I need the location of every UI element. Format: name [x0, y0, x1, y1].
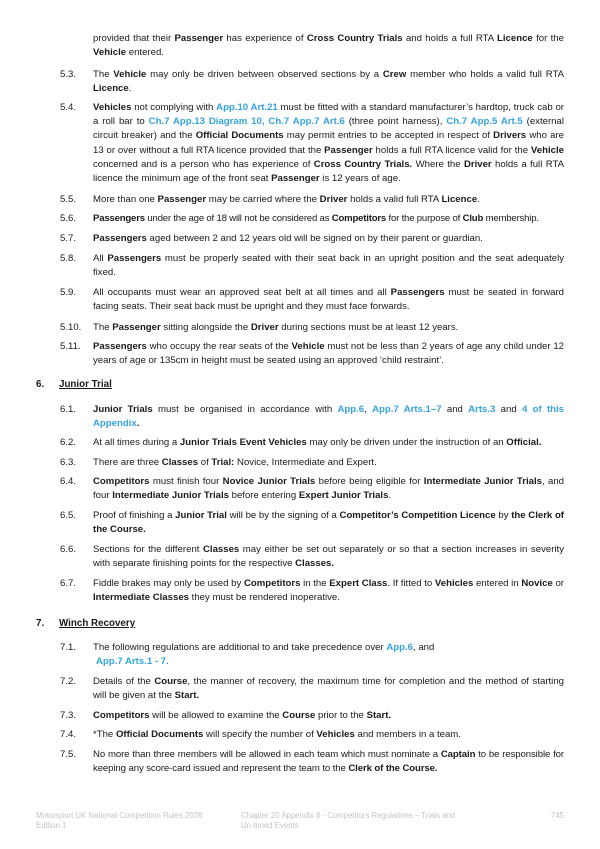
paragraph-5-10: The Passenger sitting alongside the Driver during sections must be at least 12 years. — [93, 322, 459, 333]
paragraph-7-5: No more than three members will be allowed in each team which must nominate a Captain to be responsible for keeping any score-card issued and represent the team to the Clerk of the Course. — [93, 749, 564, 775]
cross-reference-link[interactable]: Ch.7 App.5 Art.5 — [446, 116, 523, 128]
footer-edition: Edition 1 — [36, 821, 67, 830]
clause-number: 6.2. — [60, 437, 77, 448]
clause-number: 5.6. — [60, 213, 77, 224]
footer-chapter — [241, 811, 491, 831]
paragraph-7-4: *The Official Documents will specify the number of Vehicles and members in a team. — [93, 729, 461, 740]
clause-number: 6.6. — [60, 544, 77, 555]
paragraph-6-1: Junior Trials must be organised in accordance with App.6, App.7 Arts.1–7 and Arts.3 and 4 of this Appendix. — [93, 404, 565, 430]
clause-number: 7.1. — [60, 642, 77, 653]
cross-reference-link[interactable]: Arts.3 — [468, 404, 496, 415]
paragraph-7-1: The following regulations are additional to and take precedence over App.6, and App.7 Arts.1 - 7. — [93, 642, 435, 668]
paragraph-6-4: Competitors must finish four Novice Junior Trials before being eligible for Intermediate Junior Trials, and four Intermediate Junior Trials before entering Expert Junior Trials. — [93, 476, 564, 502]
clause-number: 5.7. — [60, 233, 77, 244]
paragraph-6-7: Fiddle brakes may only be used by Competitors in the Expert Class. If fitted to Vehicles entered in Novice or Intermediate Classes they must be rendered inoperative. — [93, 578, 564, 604]
paragraph-5-2-continuation: provided that their Passenger has experience of Cross Country Trials and holds a full RTA Licence for the Vehicle entered. — [93, 33, 564, 59]
clause-number: 5.4. — [60, 102, 77, 113]
paragraph-6-2: At all times during a Junior Trials Event Vehicles may only be driven under the instruction of an Official. — [93, 437, 542, 448]
paragraph-5-7: Passengers aged between 2 and 12 years old will be signed on by their parent or guardian. — [93, 233, 483, 244]
section-title-winch-recovery: Winch Recovery — [59, 618, 136, 629]
cross-reference-link[interactable]: 4 of this Appendix — [93, 404, 565, 430]
section-title-junior-trial: Junior Trial — [59, 379, 112, 390]
page-number: 745 — [550, 811, 564, 820]
cross-reference-link[interactable]: Ch.7 App.13 Diagram 10, Ch.7 App.7 Art.6 — [148, 116, 345, 128]
paragraph-6-5: Proof of finishing a Junior Trial will be by the signing of a Competitor’s Competition Licence by the Clerk of the Course. — [93, 510, 564, 536]
clause-number: 5.5. — [60, 194, 77, 205]
paragraph-6-3: There are three Classes of Trial: Novice, Intermediate and Expert. — [93, 457, 377, 468]
clause-number: 5.3. — [60, 69, 77, 80]
footer-chapter-line2: Un-timed Events — [241, 821, 299, 830]
footer-chapter-line1: Chapter 20 Appendix 8 - Competitors Regulations – Trials and — [241, 811, 456, 820]
paragraph-6-6: Sections for the different Classes may either be set out separately or so that a section increases in severity with separate finishing points for the respective Classes. — [93, 544, 564, 570]
cross-reference-link[interactable]: App.6 — [337, 404, 365, 415]
clause-number: 5.10. — [60, 322, 82, 333]
clause-number: 6.5. — [60, 510, 77, 521]
footer-left — [36, 811, 236, 831]
clause-number: 7.5. — [60, 749, 77, 760]
footer-publication: Motorsport UK National Competition Rules 2026 — [36, 811, 203, 820]
cross-reference-link[interactable]: App.7 Arts.1 - 7. — [96, 656, 169, 668]
clause-number: 5.11. — [60, 341, 81, 352]
clause-number: 5.8. — [60, 253, 77, 264]
clause-number: 7.2. — [60, 676, 77, 687]
paragraph-5-8: All Passengers must be properly seated with their seat back in an upright position and the seat adequately fixed. — [93, 253, 565, 279]
section-number: 7. — [36, 618, 45, 629]
cross-reference-link[interactable]: App.7 Arts.1–7 — [372, 404, 442, 415]
paragraph-5-11: Passengers who occupy the rear seats of the Vehicle must not be less than 2 years of age any child under 12 years of age or 135cm in height must be seated using an approved ‘child restraint’. — [93, 341, 564, 367]
section-number: 6. — [36, 379, 45, 390]
paragraph-7-2: Details of the Course, the manner of recovery, the maximum time for completion and the method of starting will be given at the Start. — [93, 676, 564, 702]
clause-number: 7.4. — [60, 729, 77, 740]
clause-number: 6.3. — [60, 457, 77, 468]
paragraph-5-9: All occupants must wear an approved seat belt at all times and all Passengers must be seated in forward facing seats. Their seat back must be upright and they must face forwards. — [93, 287, 564, 313]
paragraph-5-4: Vehicles not complying with App.10 Art.21 must be fitted with a standard manufacturer’s hardtop, truck cab or a roll bar to Ch.7 App.13 Diagram 10, Ch.7 App.7 Art.6 (three point harness), Ch.7 App.5 Art.5 (external circuit breaker) and the Official Documents may permit entries to be accepted in respect of Drivers who are 13 or over without a full RTA licence provided that the Passenger holds a full RTA licence valid for the Vehicle concerned and is a person who has experience of Cross Country Trials. Where the Driver holds a full RTA licence the minimum age of the front seat Passenger is 12 years of age. — [93, 102, 564, 185]
clause-number: 5.9. — [60, 287, 77, 298]
clause-number: 6.1. — [60, 404, 77, 415]
cross-reference-link[interactable]: App.10 Art.21 — [216, 102, 278, 113]
clause-number: 6.4. — [60, 476, 77, 487]
paragraph-5-6: Passengers under the age of 18 will not be considered as Competitors for the purpose of Club membership. — [93, 213, 539, 224]
paragraph-5-3: The Vehicle may only be driven between observed sections by a Crew member who holds a valid full RTA Licence. — [93, 69, 564, 95]
paragraph-7-3: Competitors will be allowed to examine the Course prior to the Start. — [93, 710, 392, 721]
clause-number: 7.3. — [60, 710, 77, 721]
cross-reference-link[interactable]: App.6 — [386, 642, 413, 653]
paragraph-5-5: More than one Passenger may be carried where the Driver holds a valid full RTA Licence. — [93, 194, 480, 205]
clause-number: 6.7. — [60, 578, 77, 589]
